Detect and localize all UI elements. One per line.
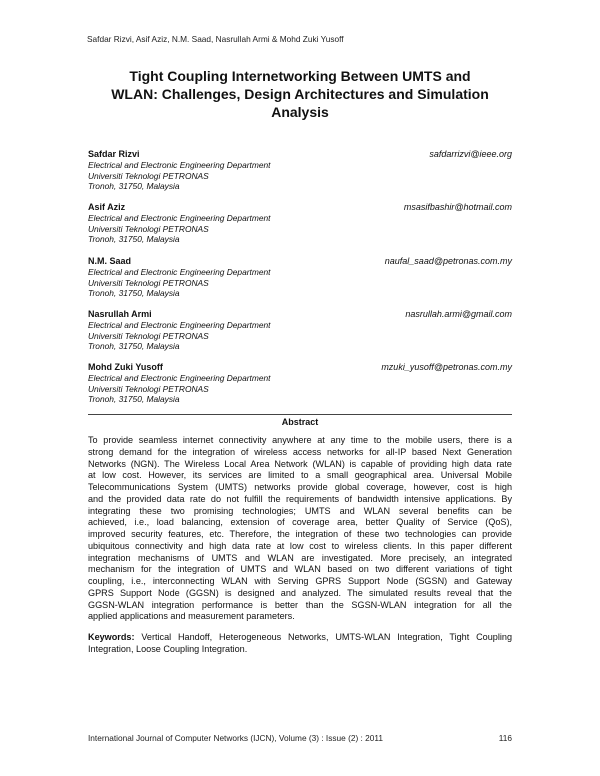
author-block [88,202,512,245]
author-email: nasrullah.armi@gmail.com [405,309,512,319]
abstract-line: and the provided data rate do not fulfill the requirements of bandwidth intensive applications. By [88,493,512,504]
keywords-line: Keywords: Vertical Handoff, Heterogeneous Networks, UMTS-WLAN Integration, Tight Coupling [88,632,512,642]
author-email: msasifbashir@hotmail.com [403,202,512,212]
author-affiliation: Universiti Teknologi PETRONAS [88,170,209,181]
abstract-line: at low cost. However, its services are limited to a small geographical area. Universal Mobile [88,470,512,481]
abstract-line: Networks (NGN). The Wireless Local Area Network (WLAN) is capable of providing high data rate [88,458,512,469]
abstract-line: achieved, i.e., load balancing, extension of coverage area, better Quality of Service (QoS), [88,517,512,528]
abstract-line: improved security features, etc. Therefore, the integration of these two technologies can provide [88,529,512,539]
author-name: Nasrullah Armi [88,309,152,319]
running-header: Safdar Rizvi, Asif Aziz, N.M. Saad, Nasrullah Armi & Mohd Zuki Yusoff [87,34,344,44]
author-affiliation: Electrical and Electronic Engineering Department [88,159,271,170]
footer [88,733,512,743]
author-affiliation: Universiti Teknologi PETRONAS [88,223,209,234]
author-affiliation: Tronoh, 31750, Malaysia [88,181,180,192]
author-email: safdarrizvi@ieee.org [429,149,512,159]
author-affiliation: Universiti Teknologi PETRONAS [88,383,209,394]
author-affiliation: Electrical and Electronic Engineering Department [88,266,271,277]
abstract-line: Telecommunications System (UMTS) networks provide global coverage, however, cost is high [88,482,512,492]
author-name: Mohd Zuki Yusoff [88,362,163,372]
author-block [88,309,512,352]
author-email: mzuki_yusoff@petronas.com.my [381,362,512,372]
abstract-line: integration mechanisms of UMTS and WLAN are investigated. More precisely, an integrated [88,552,512,563]
author-block [88,256,512,299]
author-name: Asif Aziz [88,202,126,212]
author-affiliation: Electrical and Electronic Engineering Department [88,212,271,223]
author-affiliation: Universiti Teknologi PETRONAS [88,330,209,341]
author-email: naufal_saad@petronas.com.my [384,256,512,266]
abstract-line: coupling, i.e., interconnecting WLAN with Serving GPRS Support Node (SGSN) and Gateway [88,576,512,586]
abstract-line: ubiquitous connectivity and high data rate at low cost to wireless clients. In this paper different [88,540,512,551]
author-affiliation: Electrical and Electronic Engineering Department [88,319,271,330]
author-block [88,362,512,405]
abstract-line: applied applications and measurement parameters. [88,611,295,622]
abstract-heading: Abstract [281,417,319,427]
abstract-line: To provide seamless internet connectivity anywhere at any time to the mobile users, there is a [88,435,512,445]
title-line: Analysis [271,104,329,120]
divider [88,414,512,415]
abstract-line: strong demand for the integration of wireless access networks for all-IP based Next Generation [88,446,512,457]
abstract-line: mechanism for the integration of UMTS and WLAN based on two different variations of tight [88,564,512,575]
keywords-line: Integration, Loose Coupling Integration. [88,643,248,654]
paper-title [60,67,540,121]
author-affiliation: Tronoh, 31750, Malaysia [88,288,180,299]
journal-citation: International Journal of Computer Networks (IJCN), Volume (3) : Issue (2) : 2011 [88,733,383,743]
author-affiliation: Tronoh, 31750, Malaysia [88,341,180,352]
page-number: 116 [498,733,512,743]
abstract-line: integrating these two promising technologies; UMTS and WLAN several benefits can be [88,505,512,516]
title-line: WLAN: Challenges, Design Architectures and Simulation [111,86,489,102]
keywords [88,632,512,656]
author-affiliation: Electrical and Electronic Engineering Department [88,372,271,383]
author-block [88,149,512,192]
keywords-label: Keywords: [88,632,135,642]
title-line: Tight Coupling Internetworking Between UMTS and [129,68,471,84]
author-name: N.M. Saad [88,256,132,266]
author-name: Safdar Rizvi [88,149,140,159]
abstract-line: GPRS Support Node (GGSN) is designed and analyzed. The simulated results reveal that the [88,587,512,598]
abstract-line: GGSN-WLAN integration performance is better than the SGSN-WLAN integration for all the [88,599,512,610]
author-affiliation: Tronoh, 31750, Malaysia [88,394,180,405]
author-affiliation: Tronoh, 31750, Malaysia [88,234,180,245]
abstract-body [88,435,512,623]
author-affiliation: Universiti Teknologi PETRONAS [88,277,209,288]
